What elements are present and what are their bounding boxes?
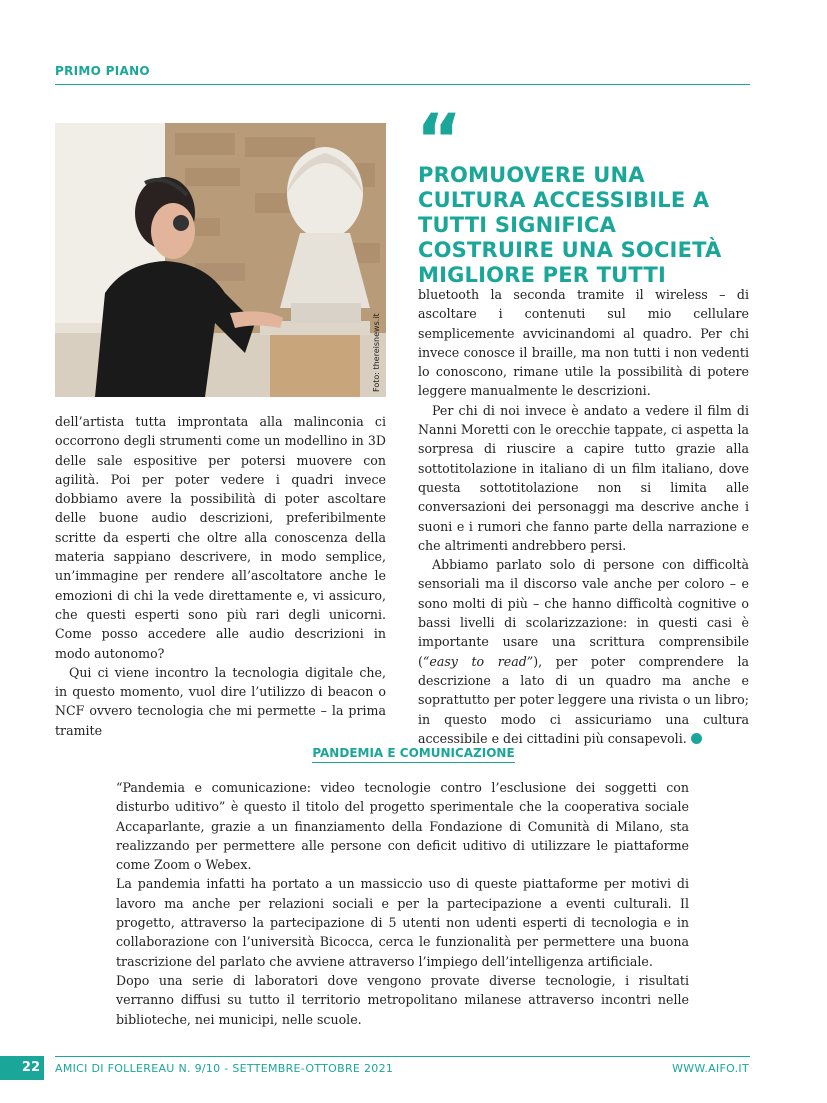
article-column-left [55, 412, 386, 740]
photo-woman-touching-bust-icon [55, 123, 386, 397]
paragraph: Per chi di noi invece è andato a vedere il film di Nanni Moretti con le orecchie tappate, ci aspetta la sorpresa di riuscire a capire tutto grazie alla sottotitolazione in italiano di un film italiano, dove questa sottotitolazione non si limita alle conversazioni dei personaggi ma descrive anche i suoni e i rumori che fanno parte della narrazione e che altrimenti andrebbero persi. [418, 402, 749, 553]
article-photo [55, 123, 386, 397]
paragraph: Dopo una serie di laboratori dove vengono provate diverse tecnologie, i risultati verranno diffusi su tutto il territorio metropolitano milanese attraverso incontri nelle biblioteche, nei municipi, nelle scuole. [116, 972, 689, 1027]
paragraph: bluetooth la seconda tramite il wireless – di ascoltare i contenuti sul mio cellulare semplicemente avvicinandomi al quadro. Per chi invece conosce il braille, ma non tutti i non vedenti lo conoscono, rimane utile la possibilità di potere leggere manualmente le descrizioni. [418, 287, 749, 399]
article-column-right [418, 285, 749, 748]
header-rule [55, 84, 750, 85]
quote-mark: “ [416, 99, 463, 181]
section-label: PRIMO PIANO [55, 64, 150, 78]
page-number: 22 [0, 1056, 44, 1080]
box-title [0, 746, 827, 760]
paragraph-text: Abbiamo parlato solo di persone con difficoltà sensoriali ma il discorso vale anche per coloro – e sono molti di più – che hanno difficoltà cognitive o bassi livelli di scolarizzazione: in questi casi è importante usare una scrittura comprensibile ( [418, 557, 749, 669]
emphasis-text: “easy to read” [422, 653, 534, 669]
end-mark-icon [691, 733, 702, 744]
paragraph: Qui ci viene incontro la tecnologia digitale che, in questo momento, vuol dire l’utilizzo di beacon o NCF ovvero tecnologia che mi permette – la prima tramite [55, 664, 386, 738]
paragraph [418, 555, 749, 748]
photo-credit: Foto: thereisnews.it [372, 313, 381, 392]
sidebar-box [116, 778, 689, 1029]
publication-info: AMICI DI FOLLEREAU N. 9/10 - SETTEMBRE-OTTOBRE 2021 [55, 1062, 394, 1075]
footer-rule [55, 1056, 750, 1057]
paragraph: dell’artista tutta improntata alla malinconia ci occorrono degli strumenti come un modellino in 3D delle sale espositive per potersi muovere con agilità. Poi per poter vedere i quadri invece dobbiamo avere la possibilità di poter ascoltare delle buone audio descrizioni, preferibilmente scritte da esperti che oltre alla conoscenza della materia sappiano descrivere, in modo semplice, un’immagine per rendere all’ascoltatore anche le emozioni di chi la vede direttamente e, vi assicuro, che questi esperti sono più rari degli unicorni. Come posso accedere alle audio descrizioni in modo autonomo? [55, 414, 386, 661]
website-link[interactable]: WWW.AIFO.IT [672, 1062, 749, 1075]
pull-quote: PROMUOVERE UNA CULTURA ACCESSIBILE A TUTTI SIGNIFICA COSTRUIRE UNA SOCIETÀ MIGLIORE PER TUTTI [418, 163, 722, 287]
paragraph: “Pandemia e comunicazione: video tecnologie contro l’esclusione dei soggetti con disturbo uditivo” è questo il titolo del progetto sperimentale che la cooperativa sociale Accaparlante, grazie a un finanziamento della Fondazione di Comunità di Milano, sta realizzando per permettere alle persone con deficit uditivo di utilizzare le piattaforme come Zoom o Webex. [116, 780, 689, 873]
paragraph-text: ), per poter comprendere la descrizione a lato di un quadro ma anche e soprattutto per poter leggere una rivista o un libro; in questo modo ci assicuriamo una cultura accessibile e dei cittadini più consapevoli. [418, 653, 750, 746]
paragraph: La pandemia infatti ha portato a un massiccio uso di queste piattaforme per motivi di lavoro ma anche per relazioni sociali e per la partecipazione a eventi culturali. Il progetto, attraverso la partecipazione di 5 utenti non udenti esperti di tecnologia e in collaborazione con l’università Bicocca, cerca le funzionalità per permettere una buona trascrizione del parlato che avviene attraverso l’impiego dell’intelligenza artificiale. [116, 876, 689, 969]
box-title-text: PANDEMIA E COMUNICAZIONE [312, 746, 514, 763]
